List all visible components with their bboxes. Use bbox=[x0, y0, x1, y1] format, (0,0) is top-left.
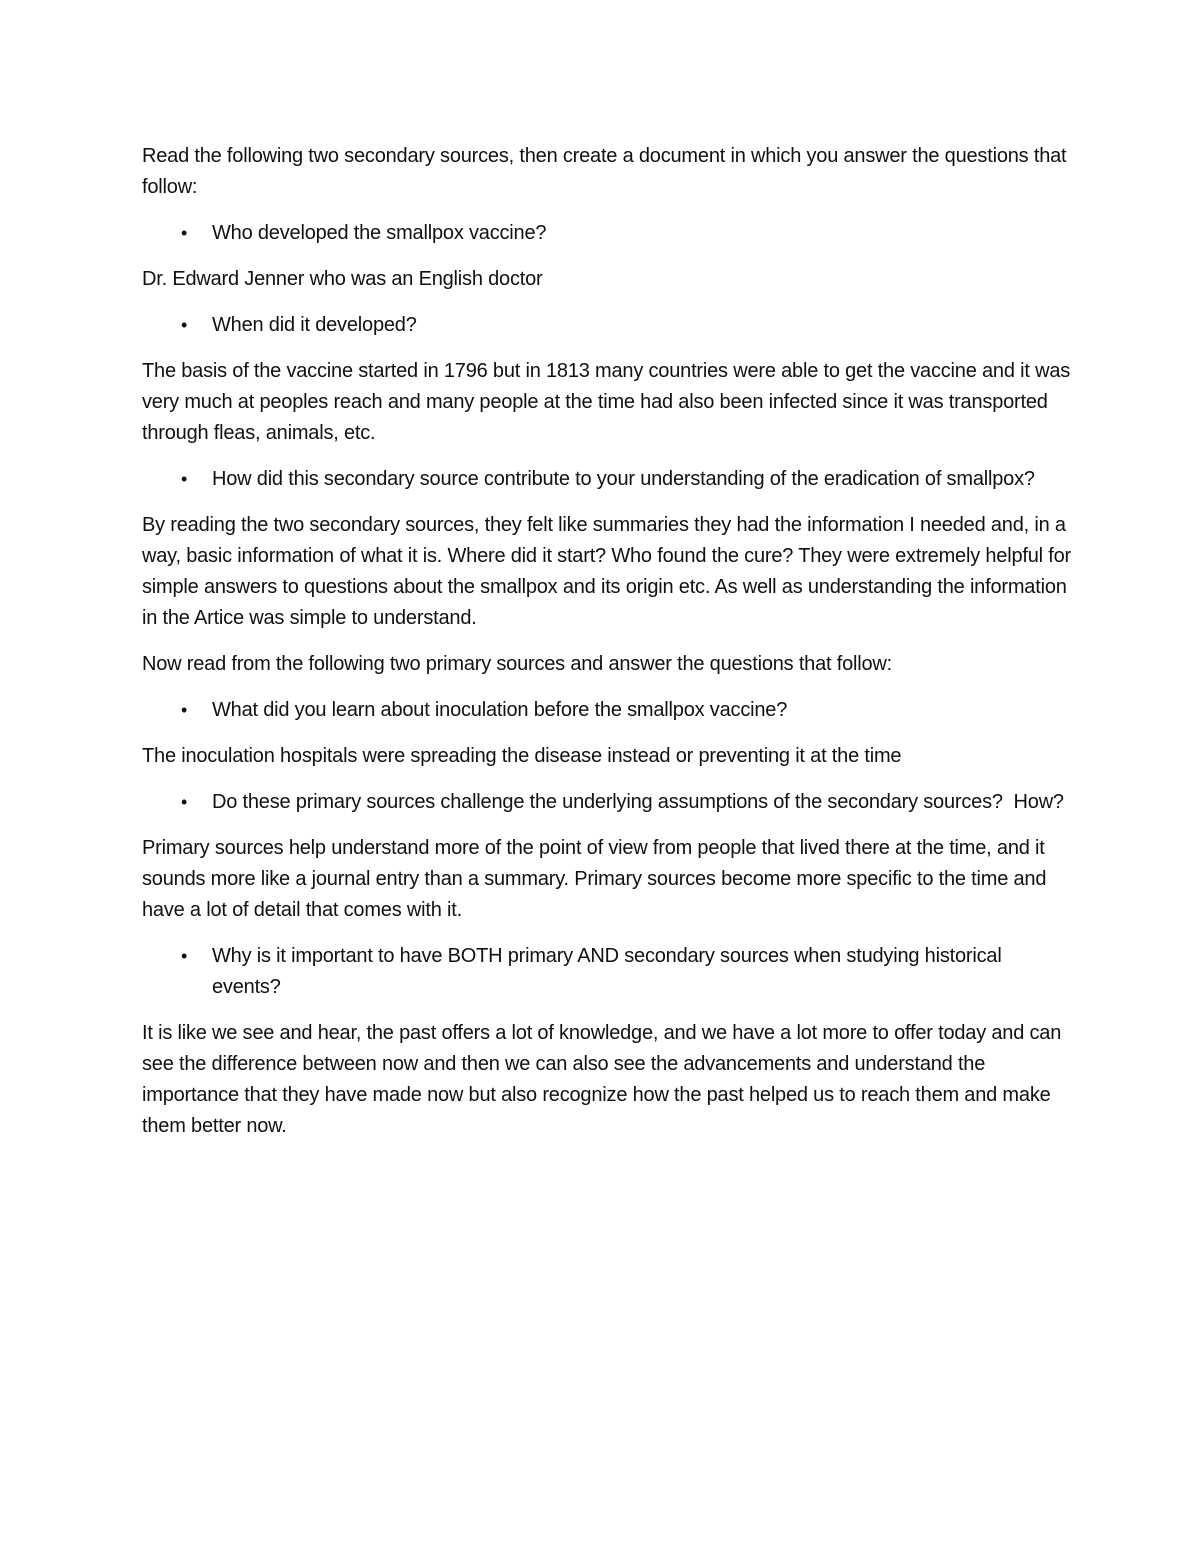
answer-4: The inoculation hospitals were spreading the disease instead or preventing it at the time bbox=[142, 745, 902, 767]
question-5 bbox=[142, 787, 1072, 818]
primary-intro-paragraph: Now read from the following two primary sources and answer the questions that follow: bbox=[142, 653, 893, 675]
question-1 bbox=[142, 218, 1072, 249]
answer-3: By reading the two secondary sources, they felt like summaries they had the information I needed and, in a way, basic information of what it is. Where did it start? Who found the cure? They were extremely helpful for simple answers to questions about the smallpox and its origin etc. As well as understanding the information in the Artice was simple to understand. bbox=[142, 514, 1072, 629]
answer-1: Dr. Edward Jenner who was an English doctor bbox=[142, 268, 543, 290]
answer-5: Primary sources help understand more of the point of view from people that lived there at the time, and it sounds more like a journal entry than a summary. Primary sources become more specific to the time and have a lot of detail that comes with it. bbox=[142, 837, 1047, 921]
question-4-text: What did you learn about inoculation before the smallpox vaccine? bbox=[212, 699, 788, 721]
question-2-text: When did it developed? bbox=[212, 314, 417, 336]
intro-paragraph: Read the following two secondary sources, then create a document in which you answer the questions that follow: bbox=[142, 145, 1067, 198]
bullet-icon: • bbox=[180, 223, 188, 243]
bullet-icon: • bbox=[180, 315, 188, 335]
question-5-text: Do these primary sources challenge the underlying assumptions of the secondary sources? How? bbox=[212, 791, 1064, 813]
question-3-text: How did this secondary source contribute to your understanding of the eradication of smallpox? bbox=[212, 468, 1035, 490]
bullet-icon: • bbox=[180, 469, 188, 489]
question-6 bbox=[142, 941, 1072, 1003]
answer-6: It is like we see and hear, the past offers a lot of knowledge, and we have a lot more to offer today and can see the difference between now and then we can also see the advancements and understand the importance that they have made now but also recognize how the past helped us to reach them and make them better now. bbox=[142, 1022, 1062, 1137]
question-2 bbox=[142, 310, 1072, 341]
question-3 bbox=[142, 464, 1072, 495]
question-6-text: Why is it important to have BOTH primary AND secondary sources when studying historical events? bbox=[212, 945, 1002, 998]
bullet-icon: • bbox=[180, 946, 188, 966]
question-4 bbox=[142, 695, 1072, 726]
bullet-icon: • bbox=[180, 792, 188, 812]
question-1-text: Who developed the smallpox vaccine? bbox=[212, 222, 547, 244]
bullet-icon: • bbox=[180, 700, 188, 720]
answer-2: The basis of the vaccine started in 1796 but in 1813 many countries were able to get the vaccine and it was very much at peoples reach and many people at the time had also been infected since it was transported through fleas, animals, etc. bbox=[142, 360, 1071, 444]
document-body bbox=[142, 141, 1072, 1157]
